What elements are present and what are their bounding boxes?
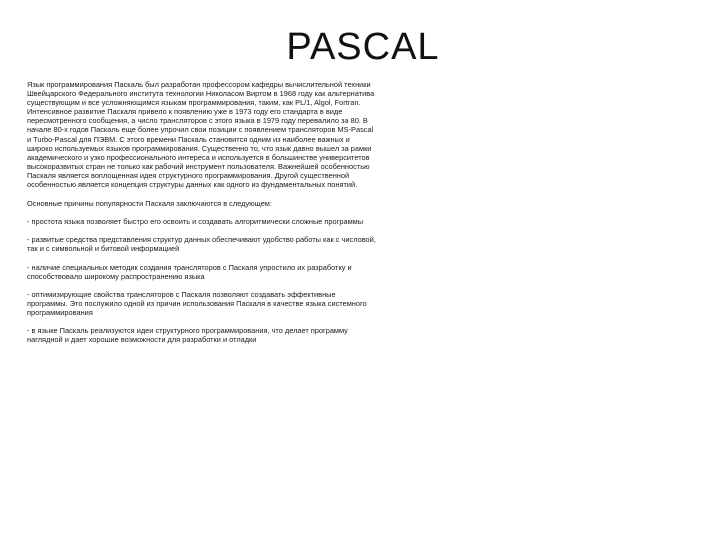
slide-title: PASCAL [286,26,440,68]
reason-item: - в языке Паскаль реализуются идеи структурного программирования, что делает программу наглядной и дает хорошие возможности для разработки и отладки [27,325,348,345]
reason-item: - оптимизирующие свойства трансляторов с Паскаля позволяют создавать эффективные программы. Это послужило одной из причин использования Паскаля в качестве языка системного программирования [27,289,367,317]
intro-paragraph: Язык программирования Паскаль был разработан профессором кафедры вычислительной техники Швейцарского Федерального института технологии Николасом Виртом в 1968 году как альтернатива существующим и все усложняющимся языкам программирования, таким, как PL/1, Algol, Fortran. Интенсивное развитие Паскаля привело к появлению уже в 1973 году его стандарта в виде пересмотренного сообщения, а число трансляторов с этого языка в 1979 году перевалило за 80. В начале 80-х годов Паскаль еще более упрочил свои позиции с появлением трансляторов MS-Pascal и Turbo-Pascal для ПЭВМ. С этого времени Паскаль становится одним из наиболее важных и широко используемых языков программирования. Существенно то, что язык давно вышел за рамки академического и узко профессионального интереса и используется в большинстве университетов высокоразвитых стран не только как рабочий инструмент пользователя. Важнейшей особенностью Паскаля является воплощенная идея структурного программирования. Другой существенной особенностью является концепция структуры данных как одного из фундаментальных понятий. [27,80,375,190]
reasons-heading: Основные причины популярности Паскаля заключаются в следующем: [27,199,272,209]
reason-item: - наличие специальных методик создания трансляторов с Паскаля упростило их разработку и способствовало широкому распространению языка [27,262,352,281]
reason-item: - простота языка позволяет быстро его освоить и создавать алгоритмически сложные программы [27,217,364,227]
reason-item: - развитые средства представления структур данных обеспечивают удобство работы как с числовой, так и с символьной и битовой информацией [27,235,376,254]
slide-body [27,80,377,353]
